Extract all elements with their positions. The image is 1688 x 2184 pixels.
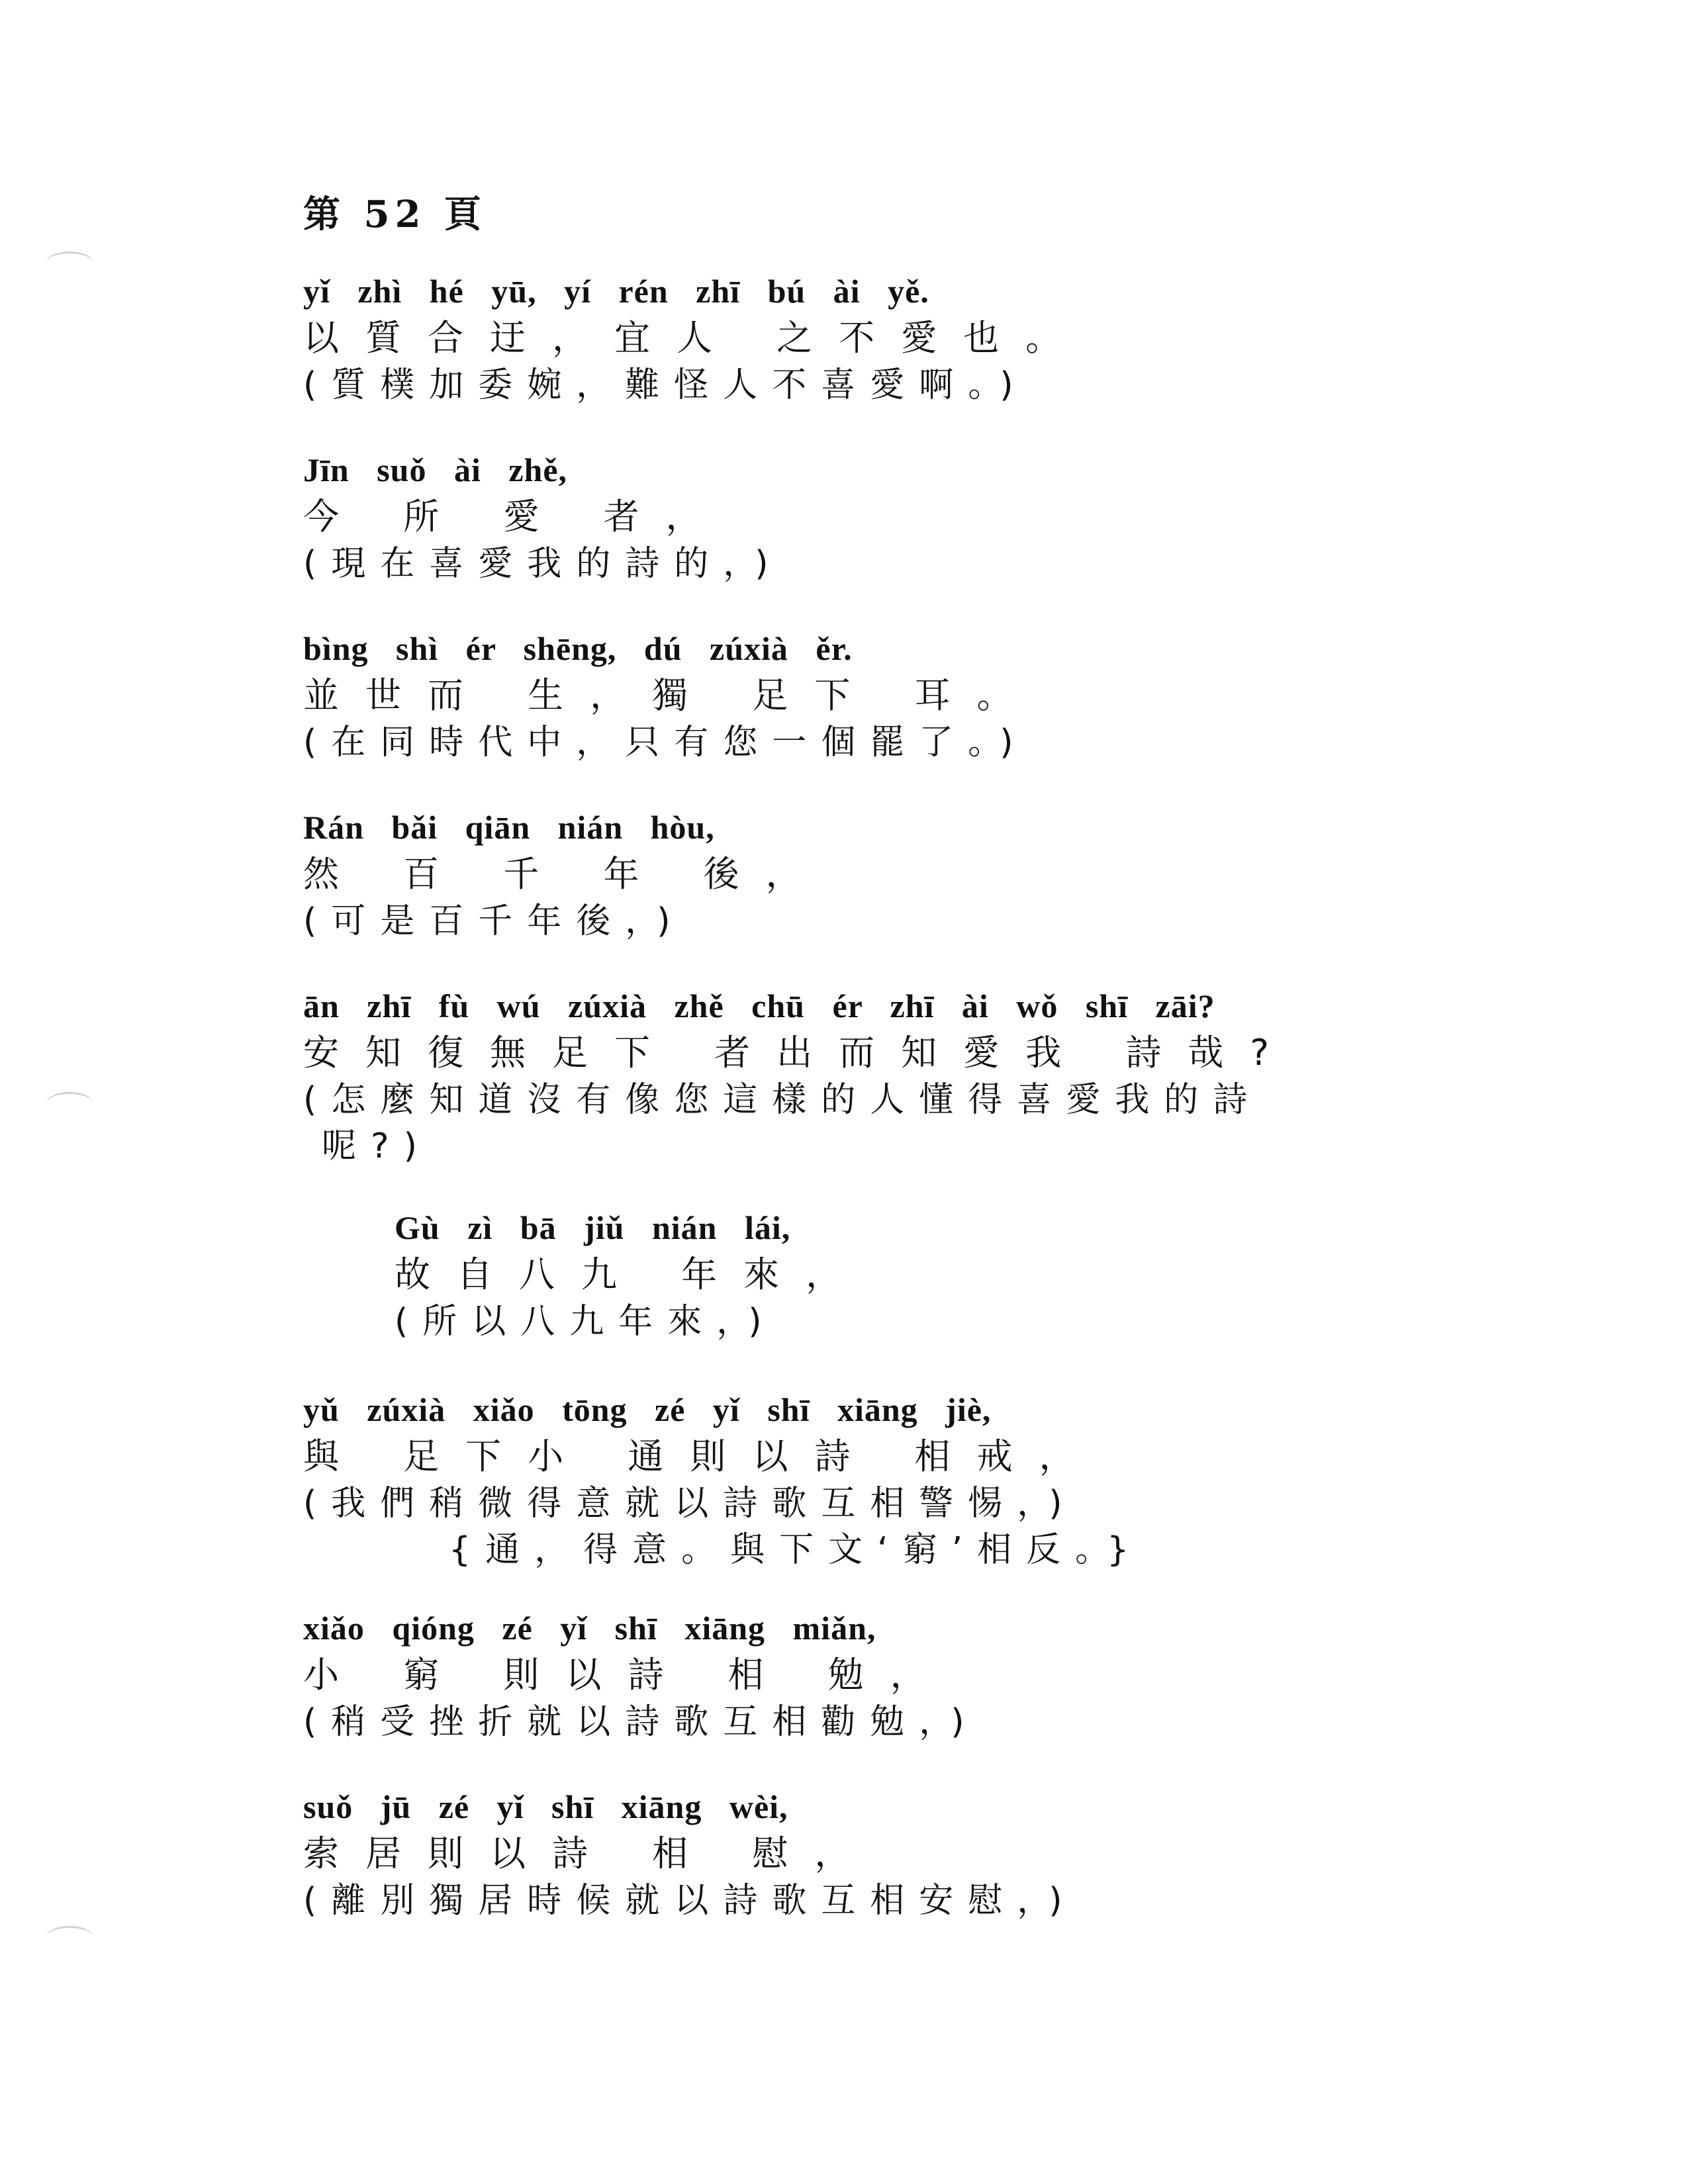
stanza-3 <box>303 625 1495 766</box>
pinyin-line: yǔ zúxià xiǎo tōng zé yǐ shī xiāng jiè, <box>303 1391 992 1428</box>
page-number-heading: 第 52 頁 <box>303 193 487 236</box>
stanza-1 <box>303 268 1495 408</box>
modern-translation-line: (離別獨居時候就以詩歌互相安慰，) <box>303 1881 1077 1921</box>
modern-translation-line: (我們稍微得意就以詩歌互相警惕，) <box>303 1484 1077 1524</box>
scan-hole-mark-middle <box>46 1092 93 1114</box>
stanza-8 <box>303 1605 1495 1745</box>
pinyin-line: yǐ zhì hé yū, yí rén zhī bú ài yě. <box>303 273 929 310</box>
classical-text-line: 與 足下小 通則以詩 相戒， <box>303 1435 1102 1477</box>
modern-translation-continuation: 呢?) <box>322 1126 432 1166</box>
stanza-2 <box>303 447 1495 587</box>
modern-translation-line: (在同時代中，只有您一個罷了。) <box>303 723 1028 762</box>
scan-hole-mark-top <box>46 251 93 273</box>
pinyin-line: ān zhī fù wú zúxià zhě chū ér zhī ài wǒ shī zāi? <box>303 987 1215 1024</box>
classical-text-line: 故自八九 年來， <box>395 1253 868 1295</box>
classical-text-line: 然 百 千 年 後， <box>303 853 828 895</box>
classical-text-line: 小 窮 則以詩 相 勉， <box>303 1654 953 1696</box>
modern-translation-line: (質樸加委婉，難怪人不喜愛啊。) <box>303 365 1028 405</box>
pinyin-line: suǒ jū zé yǐ shī xiāng wèi, <box>303 1788 788 1825</box>
pinyin-line: bìng shì ér shēng, dú zúxià ěr. <box>303 630 853 667</box>
modern-translation-line: (現在喜愛我的詩的，) <box>303 544 783 584</box>
classical-text-line: 索居則以詩 相 慰， <box>303 1833 877 1874</box>
classical-text-line: 安知復無足下 者出而知愛我 詩哉? <box>303 1032 1295 1073</box>
annotation-note: {通，得意。與下文‘窮’相反。} <box>449 1530 1144 1570</box>
classical-text-line: 以質合迂，宜人 之不愛也。 <box>303 317 1088 359</box>
scan-hole-mark-bottom <box>46 1926 93 1948</box>
stanza-4 <box>303 804 1495 944</box>
stanza-5 <box>303 983 1495 1169</box>
modern-translation-line: (可是百千年後，) <box>303 901 685 941</box>
pinyin-line: Rán bǎi qiān nián hòu, <box>303 809 715 846</box>
modern-translation-line: (所以八九年來，) <box>395 1302 776 1342</box>
classical-text-line: 今 所 愛 者， <box>303 496 728 537</box>
pinyin-line: Jīn suǒ ài zhě, <box>303 451 568 488</box>
pinyin-line: xiǎo qióng zé yǐ shī xiāng miǎn, <box>303 1610 876 1647</box>
stanza-6 <box>395 1205 1586 1345</box>
classical-text-line: 並世而 生，獨 足下 耳。 <box>303 674 1039 716</box>
pinyin-line: Gù zì bā jiǔ nián lái, <box>395 1209 791 1246</box>
stanza-7 <box>303 1387 1495 1573</box>
modern-translation-line: (怎麼知道沒有像您這樣的人懂得喜愛我的詩 <box>303 1080 1262 1120</box>
stanza-9 <box>303 1784 1495 1924</box>
modern-translation-line: (稍受挫折就以詩歌互相勸勉，) <box>303 1702 979 1742</box>
